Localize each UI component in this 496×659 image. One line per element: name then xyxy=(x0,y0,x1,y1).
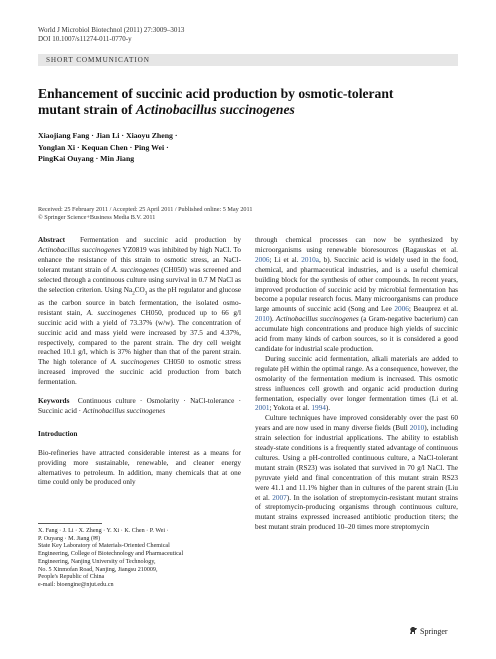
body-text: ; Li et al. xyxy=(269,255,302,264)
journal-citation: World J Microbiol Biotechnol (2011) 27:3009–3013 xyxy=(38,26,185,34)
footnote-line: P. Ouyang · M. Jiang (✉) xyxy=(38,535,101,542)
citation-link[interactable]: 2010 xyxy=(409,424,425,433)
citation-link[interactable]: 2006 xyxy=(255,255,270,264)
body-text: ; Beauprez et al. xyxy=(408,305,458,314)
abstract-subscript: 2 xyxy=(132,290,135,296)
abstract-text: (CH050) was screened and selected through a continuous culture using survival in 0.7 M NaCl as the selection criterion. Using Na xyxy=(38,265,241,294)
abstract-species: A. succinogenes xyxy=(86,308,137,317)
abstract-text: CO xyxy=(134,285,145,294)
body-text: ), including strain selection for industrial applications. The ability to establish steady-state conditions is a frequently stated advantage of continuous cultures. Using a pH-controlled continuous culture, a NaCl-tolerant mutant strain (RS23) was isolated that survived in 70 g/l NaCl. The pyruvate yield and final concentration of this mutant strain RS23 were 41.1 and 11.1% higher than in cultures of the parent strain (Liu et al. xyxy=(255,424,458,502)
footnote-line: People's Republic of China xyxy=(38,574,105,581)
keywords-text: Continuous culture · Osmolarity · NaCl-tolerance · Succinic acid · xyxy=(38,397,241,415)
body-text: Culture techniques have improved considerably over the past 60 years and are now used in many diverse fields (Bull xyxy=(255,414,458,433)
title-line-1: Enhancement of succinic acid production by osmotic-tolerant xyxy=(38,86,394,101)
abstract xyxy=(38,236,241,388)
abstract-text: YZ0819 was inhibited by high NaCl. To enhance the resistance of this strain to osmotic stress, an NaCl-tolerant mutant strain of xyxy=(38,245,241,274)
title-line-2-text: mutant strain of xyxy=(38,102,136,117)
footnote-line: Engineering, College of Biotechnology and Pharmaceutical xyxy=(38,551,184,558)
abstract-text: CH050 to osmotic stress increased improved the succinic acid production from batch fermentation. xyxy=(38,358,241,387)
abstract-species: Actinobacillus succinogenes xyxy=(38,245,121,254)
citation-link[interactable]: 2010 xyxy=(255,315,270,324)
abstract-heading: Abstract xyxy=(38,236,65,244)
body-species: Actinobacillus succinogenes xyxy=(275,315,359,324)
citation-link[interactable]: 2010a xyxy=(301,255,319,264)
introduction-text: Bio-refineries have attracted considerable interest as a means for providing more sustainable, renewable, and cleaner energy alternatives to petroleum. In addition, many chemicals that at one time could only be produced only xyxy=(38,448,241,487)
footnote-line: Engineering, Nanjing University of Technology, xyxy=(38,558,156,565)
footnote-rule xyxy=(38,523,102,524)
citation-link[interactable]: 1994 xyxy=(311,404,326,413)
left-column xyxy=(38,236,241,488)
authors-line-1: Xiaojiang Fang · Jian Li · Xiaoyu Zheng · xyxy=(38,131,178,140)
body-text: During succinic acid fermentation, alkali materials are added to regulate pH within the optimal range. As a consequence, however, the osmolarity of the fermentation medium is increased. This osmotic stress influences cell growth and organic acid production during fermentation, especially over longer fermentation times (Li et al. xyxy=(255,354,458,403)
copyright-line: © Springer Science+Business Media B.V. 2011 xyxy=(38,214,156,221)
author-list xyxy=(38,130,328,165)
abstract-text: as the pH regulator and glucose as the carbon source in batch fermentation, the isolated osmo-resistant stain, xyxy=(38,285,241,317)
springer-horse-icon xyxy=(409,626,418,635)
citation-link[interactable]: 2001 xyxy=(255,404,270,413)
abstract-text: CH050, produced up to 66 g/l succinic acid with a yield of 73.37% (w/w). The concentration of succinic acid and mass yield were increased by 37.5 and 4.37%, respectively, compared to the parent strain. The dry cell weight reached 10.1 g/l, which is 37% higher than that of the parent strain. The high tolerance of xyxy=(38,308,242,367)
received-line: Received: 25 February 2011 / Accepted: 25 April 2011 / Published online: 5 May 2011 xyxy=(38,206,253,213)
keywords-species: Actinobacillus succinogenes xyxy=(82,406,166,415)
body-text: ). xyxy=(325,404,331,413)
abstract-species: A. succinogenes xyxy=(111,265,159,274)
body-text: ). xyxy=(269,315,276,324)
body-paragraph-2 xyxy=(255,355,458,414)
body-text: (a Gram-negative bacterium) can accumulate high concentrations and produce high yields of succinic acid from many kinds of carbon sources, so it is considered a good candidate for industrial scale production. xyxy=(255,315,458,353)
body-text: , b). Succinic acid is widely used in the food, chemical, and pharmaceutical industries, and is a useful chemical building block for the synthesis of other compounds. In recent years, improved production of succinic acid by microbial fermentation has become a popular research focus. Many microorganisms can produce large amounts of succinic acid (Song and Lee xyxy=(255,255,458,314)
section-label: SHORT COMMUNICATION xyxy=(46,56,150,64)
authors-line-2: Yonglan Xi · Kequan Chen · Ping Wei · xyxy=(38,142,169,152)
body-text: ). In the isolation of streptomycin-resistant mutant strains of streptomycin-producing organisms through continuous culture, mutant strains expressed increased antibiotic production titers; the best mutant strain produced 10–20 times more streptomycin xyxy=(255,493,458,532)
introduction-heading: Introduction xyxy=(38,429,78,438)
citation-link[interactable]: 2007 xyxy=(272,493,287,502)
body-paragraph-1 xyxy=(255,236,458,355)
abstract-text: Fermentation and succinic acid production by xyxy=(79,236,241,244)
authors-line-3: PingKai Ouyang · Min Jiang xyxy=(38,154,135,163)
title-line-2 xyxy=(38,102,468,118)
publisher-footer xyxy=(409,626,448,636)
footnote-line: State Key Laboratory of Materials-Oriented Chemical xyxy=(38,543,170,550)
publication-dates xyxy=(38,206,458,222)
affiliation-footnote xyxy=(38,528,241,590)
footnote-line: No. 5 Xinmofan Road, Nanjing, Jiangsu 210009, xyxy=(38,566,158,573)
article-title xyxy=(38,86,468,118)
body-paragraph-3 xyxy=(255,414,458,533)
footnote-email[interactable]: e-mail: bioengine@njut.edu.cn xyxy=(38,581,114,588)
journal-header xyxy=(38,26,184,44)
abstract-subscript: 3 xyxy=(144,290,148,296)
publisher-name: Springer xyxy=(420,627,448,636)
citation-link[interactable]: 2006 xyxy=(394,305,409,314)
body-text: through chemical processes can now be synthesized by microorganisms using renewable bioresources (Ragauskas et al. xyxy=(255,236,458,254)
footnote-line: X. Fang · J. Li · X. Zheng · Y. Xi · K. Chen · P. Wei · xyxy=(38,528,169,534)
right-column xyxy=(255,236,458,533)
title-species: Actinobacillus succinogenes xyxy=(135,102,295,117)
keywords xyxy=(38,397,241,417)
body-text: ; Yokota et al. xyxy=(269,404,312,413)
doi-line: DOI 10.1007/s11274-011-0770-y xyxy=(38,35,132,43)
keywords-heading: Keywords xyxy=(38,397,70,406)
abstract-species: A. succinogenes xyxy=(110,358,160,367)
